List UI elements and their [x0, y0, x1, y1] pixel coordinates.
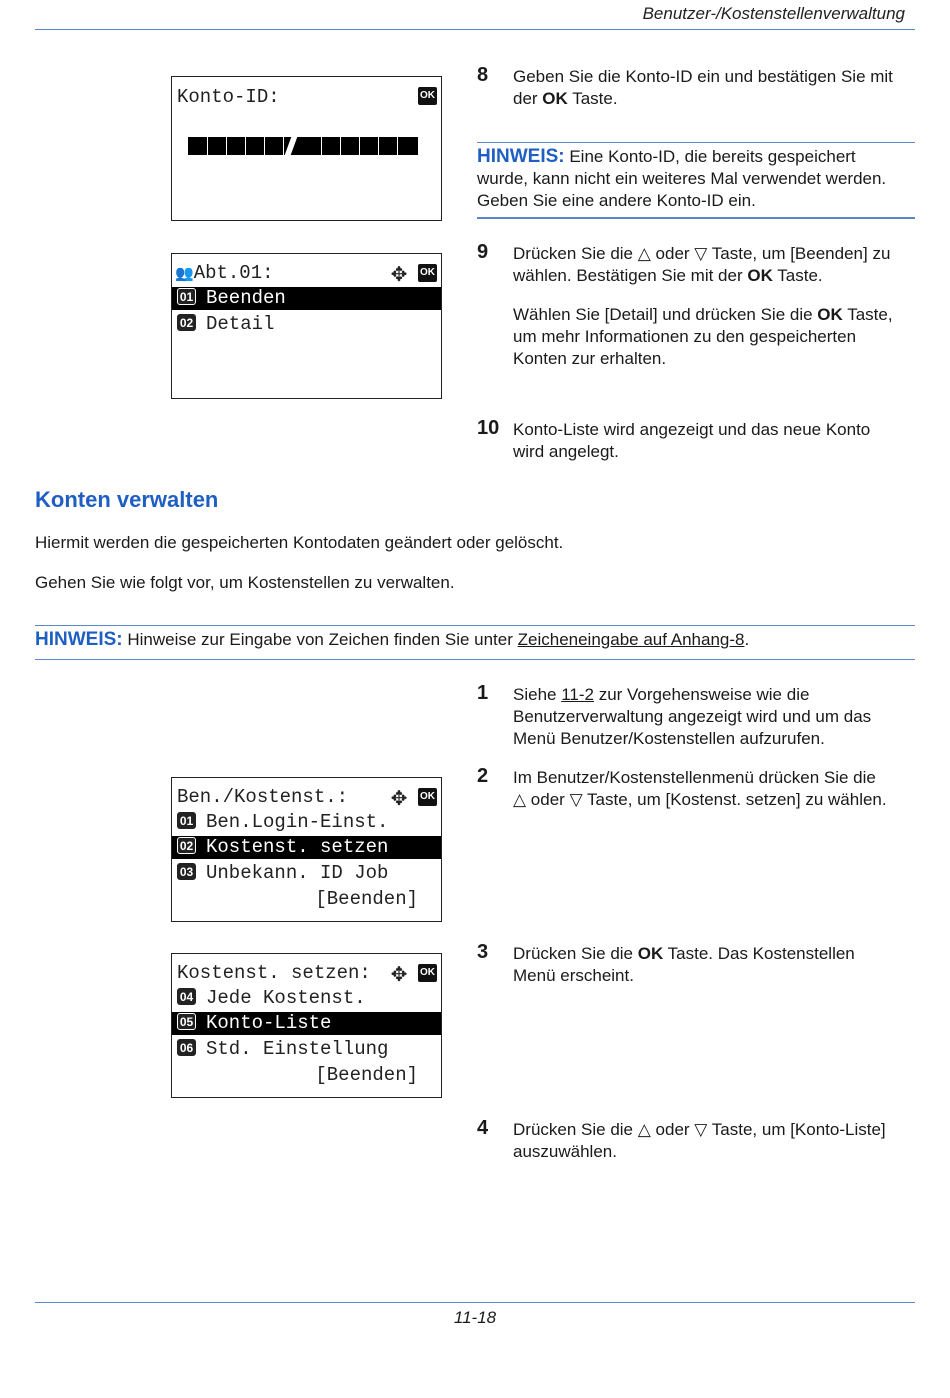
hint-konto-id: HINWEIS: Eine Konto-ID, die bereits gespeichert wurde, kann nicht ein weiteres Mal verwendet werden. Geben Sie eine andere Konto-ID ein.: [477, 146, 887, 210]
hint-rule-top: [35, 625, 915, 626]
step-4-text: Drücken Sie die △ oder ▽ Taste, um [Konto-Liste] auszuwählen.: [513, 1120, 886, 1161]
down-arrow-icon: ▽: [569, 790, 583, 809]
lcd-title: Ben./Kostenst.:: [177, 786, 349, 808]
step-1-text: Siehe 11-2 zur Vorgehensweise wie die Benutzerverwaltung angezeigt wird und um das Menü Benutzer/Kostenstellen aufzurufen.: [513, 685, 872, 748]
lcd-kostenst-setzen: [171, 953, 442, 1098]
section-paragraph: Hiermit werden die gespeicherten Kontodaten geändert oder gelöscht.: [35, 533, 564, 552]
lcd-ben-kostenst: [171, 777, 442, 922]
step-number: 3: [477, 941, 489, 963]
section-title: Konten verwalten: [35, 487, 219, 512]
menu-item-std-einstellung[interactable]: 06 Std. Einstellung: [172, 1038, 441, 1061]
zeicheneingabe-link[interactable]: Zeicheneingabe auf Anhang-8: [517, 630, 745, 649]
lcd-abteilung: [171, 253, 442, 399]
step-number: 4: [477, 1117, 489, 1139]
ok-icon: OK: [418, 788, 437, 806]
menu-item-beenden[interactable]: 01 Beenden: [172, 287, 441, 310]
header-rule: [35, 29, 915, 30]
up-arrow-icon: △: [637, 1120, 651, 1139]
step-8-text: Geben Sie die Konto-ID ein und bestätigen Sie mit der OK Taste.: [513, 67, 893, 108]
lcd-title: Kostenst. setzen:: [177, 962, 371, 984]
running-header: Benutzer-/Kostenstellenverwaltung: [642, 4, 905, 23]
menu-item-ben-login[interactable]: 01 Ben.Login-Einst.: [172, 811, 441, 834]
hint-rule-top: [477, 142, 915, 143]
step-number: 9: [477, 241, 489, 263]
down-arrow-icon: ▽: [694, 244, 708, 263]
nav-cross-icon: ✥: [390, 786, 408, 810]
ok-icon: OK: [418, 264, 437, 282]
up-arrow-icon: △: [513, 790, 527, 809]
step-2-text: Im Benutzer/Kostenstellenmenü drücken Sie die △ oder ▽ Taste, um [Kostenst. setzen] zu wählen.: [513, 768, 887, 809]
users-icon: 👥: [175, 264, 194, 282]
down-arrow-icon: ▽: [694, 1120, 708, 1139]
nav-cross-icon: ✥: [390, 262, 408, 286]
menu-item-konto-liste[interactable]: 05 Konto-Liste: [172, 1012, 441, 1035]
hint-rule-bottom: [35, 659, 915, 660]
menu-item-jede-kostenst[interactable]: 04 Jede Kostenst.: [172, 987, 441, 1010]
step-number: 2: [477, 765, 489, 787]
hint-rule-bottom: [477, 217, 915, 219]
up-arrow-icon: △: [637, 244, 651, 263]
nav-cross-icon: ✥: [390, 962, 408, 986]
hint-zeicheneingabe: HINWEIS: Hinweise zur Eingabe von Zeichen finden Sie unter Zeicheneingabe auf Anhang-8.: [35, 629, 750, 650]
page-link-11-2[interactable]: 11-2: [561, 685, 594, 704]
step-number: 8: [477, 64, 489, 86]
lcd-title: Konto-ID:: [177, 86, 280, 108]
footer-rule: [35, 1302, 915, 1303]
softkey-beenden[interactable]: [Beenden]: [315, 888, 418, 910]
step-3-text: Drücken Sie die OK Taste. Das Kostenstellen Menü erscheint.: [513, 944, 855, 985]
menu-item-unbekann-id-job[interactable]: 03 Unbekann. ID Job: [172, 862, 441, 885]
step-10-text: Konto-Liste wird angezeigt und das neue Konto wird angelegt.: [513, 420, 871, 461]
lcd-konto-id: [171, 76, 442, 221]
menu-item-kostenst-setzen[interactable]: 02 Kostenst. setzen: [172, 836, 441, 859]
softkey-beenden[interactable]: [Beenden]: [315, 1064, 418, 1086]
ok-icon: OK: [418, 87, 437, 105]
ok-icon: OK: [418, 964, 437, 982]
menu-item-detail[interactable]: 02 Detail: [172, 313, 441, 336]
konto-id-input-bar: [188, 137, 418, 155]
step-number: 1: [477, 682, 489, 704]
step-9-text: Drücken Sie die △ oder ▽ Taste, um [Beenden] zu wählen. Bestätigen Sie mit der OK Taste. Wählen Sie [Detail] und drücken Sie die OK Taste, um mehr Informationen zu den gespeicherten Konten zur erhalten.: [513, 244, 893, 368]
lcd-title: 👥Abt.01:: [175, 262, 274, 284]
section-paragraph: Gehen Sie wie folgt vor, um Kostenstellen zu verwalten.: [35, 573, 455, 592]
step-number: 10: [477, 417, 500, 439]
page-number: 11-18: [453, 1308, 497, 1327]
